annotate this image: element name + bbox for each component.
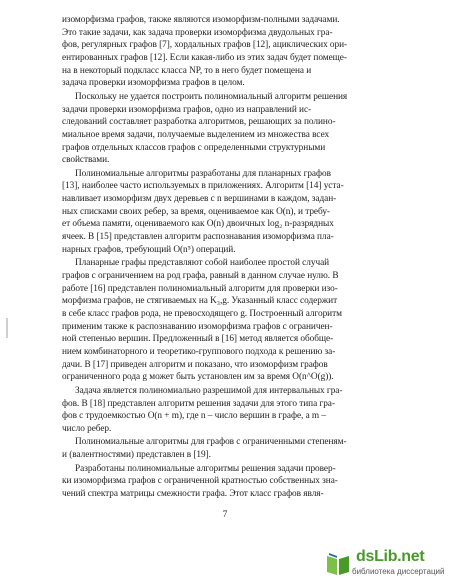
text-line: Разработаны полиномиальные алгоритмы решения задачи провер- [75,463,336,474]
text-line: число ребер. [62,423,112,434]
text-line: следований составляет разработка алгоритмов, решающих за полино- [62,117,336,128]
text-line: дачи. В [17] приведен алгоритм и показано, что изоморфизм графов [62,359,328,370]
text-line: графов отдельных классов графов с определенными структурными [62,142,326,153]
text-line: навливает изоморфизм двух деревьев с n вершинами в каждом, задан- [62,194,337,205]
text-line: ет объема памяти, оцениваемого как O(n) двоичных log₂ n-разрядных [62,219,334,230]
text-line: миальное время задачи, получаемые выделением из множества всех [62,129,330,140]
text-line: свойствами. [62,155,110,166]
text-line: нарных графов, требующий O(n⁵) операций. [62,244,236,255]
text-line: морфизма графов, не стягиваемых на K₃,g. Указанный класс содержит [62,296,338,307]
text-line: задачи проверки изоморфизма графов, одно из направлений ис- [62,104,312,115]
text-line: фов, регулярных графов [7], хордальных графов [12], ациклических ори- [62,40,348,51]
text-line: нием комбинаторного и теоретико-группового подхода к решению за- [62,346,336,357]
text-line: фов. В [18] представлен алгоритм решения задачи для этого типа гра- [62,398,335,409]
text-line: графов с ограничением на род графа, равный в данном случае нулю. В [62,271,339,281]
text-line: ограниченного рода g может быть установлен им за время O(n^O(g)). [62,372,334,383]
text-line: ячеек. В [15] представлен алгоритм распознавания изоморфизма пла- [62,232,334,243]
text-line: Это такие задачи, как задача проверки изоморфизма двудольных гра- [62,27,333,38]
text-line: Задача является полиномиально разрешимой для интервальных гра- [75,385,343,396]
book-icon [324,550,352,578]
text-line: [13], наиболее часто используемых в приложениях. Алгоритм [14] уста- [62,181,344,192]
text-line: Поскольку не удается построить полиномиальный алгоритм решения [75,91,348,102]
text-line: Планарные графы представляют собой наиболее простой случай [75,258,330,269]
text-line: фов с трудоемкостью O(n + m), где n – число вершин в графе, а m – [62,411,326,422]
watermark-logo: dsLib.net [356,548,425,565]
text-line: ки изоморфизма графов с ограниченной кратностью собственных зна- [62,476,338,487]
binding-mark [6,318,8,338]
text-line: Полиномиальные алгоритмы для графов с ограниченными степеням- [75,437,347,448]
text-line: работе [16] представлен полиномиальный алгоритм для проверки изо- [62,283,338,294]
text-line: ных списками своих ребер, за время, оцениваемое как O(n), и требу- [62,206,330,217]
page-number: 7 [222,510,228,520]
text-line: применим также к распознаванию изоморфизма графов с ограничен- [62,321,333,332]
text-line: чений спектра матрицы смежности графа. Этот класс графов явля- [62,489,324,500]
text-line: задача проверки изоморфизма графов в целом. [62,78,245,89]
text-line: и (валентностями) представлен в [19]. [62,450,211,461]
text-line: в себе класс графов рода, не превосходящего g. Построенный алгоритм [62,308,342,319]
watermark [310,548,450,582]
watermark-subtitle: библиотека диссертаций [352,567,445,576]
text-line: на в некоторый подкласс класса NP, то в него будет помещена и [62,65,312,76]
text-line: изоморфизма графов, также являются изоморфизм-полными задачами. [62,15,340,25]
text-line: ной степенью вершин. Предложенный в [16] метод является обобще- [62,334,334,345]
text-line: ентированных графов [12]. Если какая-либо из этих задач будет помеще- [62,52,347,63]
text-line: Полиномиальные алгоритмы разработаны для планарных графов [75,168,331,179]
